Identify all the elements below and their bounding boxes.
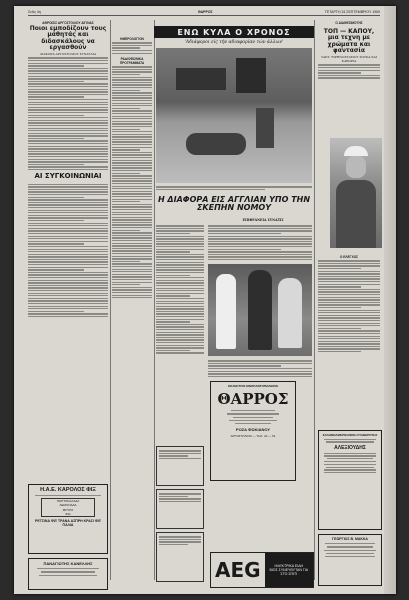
right-headline: ΤΟΠ — ΚΑΠΟΥ, μια τεχνη με χρώματα και φαντασία (323, 28, 375, 54)
tharros-name: ΡΟΖΑ ΦΩΚΙΑΝΟΥ (235, 427, 271, 433)
karolos-fix-ad (28, 484, 108, 554)
newspaper-page (14, 6, 396, 594)
left-subhead: ΔΙΑΦΟΡΑ ΑΡΓΟΣΤΟΛΙΟΥ ΣΥΝΑΥΛΙΑ (39, 52, 97, 57)
tharros-ad (210, 381, 296, 481)
product-item: ΛΕΜΟΝΑΔΑ (59, 503, 77, 508)
center-small-ads (156, 446, 204, 582)
aeg-ad (210, 552, 314, 588)
communications-title: ΑΙ ΣΥΓΚΟΙΝΩΝΙΑΙ (34, 172, 102, 181)
georgios-name: ΓΕΩΡΓΙΟΣ Β. ΜΑΚΚΑ (332, 537, 368, 541)
right-subhead: ΤΑΚΤ. ΕΙΡΗΝΟΣΤΑΣΙΟΥ ΣΟΥΚΑ ΚΑΙ ΦΑΒΟΡΙΑ (321, 55, 377, 64)
aeg-panel (265, 553, 313, 587)
calendar-title: ΗΜΕΡΟΛΟΓΙΟΝ (120, 37, 144, 41)
left-body-text (28, 57, 108, 170)
aeg-slogan: ΒΙΟΣ ΣΥΝΕΥΘΥΤΑΝ ΓΙΑ ΣΤΟ ΣΠΙΤΙ (269, 568, 309, 576)
center-banner: ΕΝΩ ΚΥΛΑ Ο ΧΡΟΝΟΣ (154, 26, 314, 38)
programs-column (112, 36, 152, 300)
right-kicker: Ο ΔΙΑΘΕΣΙΜΟΤΗΣ (335, 21, 363, 25)
center-left-text (156, 224, 204, 355)
tharros-big: ΘΑΡΡΟΣ (217, 390, 289, 408)
column-rule (110, 20, 111, 580)
karolos-title: Η.Α.Ε. ΚΑΡΟΛΟΣ ΦΙΞ (40, 487, 96, 493)
left-kicker: ΑΘΡΟΙΣΙΣ ΑΡΓΟΣΤΟΛΙΟΥ ΑΙΓΙΝΑΣ (42, 21, 94, 25)
product-item: ΠΟΡΤΟΚΑΛΑΔΑ (56, 499, 80, 504)
banner-subtitle: 'Αδιάφοροι είς τήν αδιαφορίαν τών άλλων' (184, 40, 284, 45)
street-photo (156, 48, 312, 183)
karolos-footer: ΡΕΤΣΙΝΑ ΦΙΞ ΤΡΑΝΑ ΑΣΠΡΗ ΚΡΑΣΙ ΦΙΞ ΠΑΛΙΑ (35, 519, 101, 528)
center-byline: ΕΠΙΦΡΑΝΕΙΑ ΣΥΝΑΞΙΣ (242, 218, 284, 222)
aeg-side: ΗΛΕΚΤΡΙΚΑ ΕΙΔΗ (274, 564, 304, 568)
right-ad-name: ΑΛΕΞΙΟΥΔΗΣ (334, 444, 366, 451)
center-right-text (208, 224, 312, 262)
aeg-logo: AEG (215, 558, 261, 582)
tharros-kicker: ΕΚΛΕΚΤΟΝ ΟΙΝΟΠΑΝΤΟΠΩΛΕΙΟΝ (228, 384, 278, 388)
product-item: ΜΠΥΡΑ (62, 507, 74, 512)
karolos-products (41, 498, 95, 517)
photo-caption (156, 185, 312, 191)
communications-body (28, 184, 108, 318)
left-headline: Ποιοι εμποδίζουν τους μαθητάς και διδασκάλους να εργασθούν (29, 25, 107, 51)
right-ad (318, 430, 382, 530)
right-section: Ο ΕΛΕΓΧΟΣ (339, 255, 359, 259)
right-column (318, 20, 380, 80)
right-body-text (318, 254, 380, 354)
doctor-ad (28, 558, 108, 590)
center-lower-text (208, 359, 312, 378)
right-ad-title: ΕΛΛΗΝΟΑΜΕΡΙΚΑΝΙΚΗ ΣΤΑΘΕΡΟΤΗΣ (322, 433, 378, 437)
portrait-photo (330, 138, 382, 248)
tharros-address: ΑΡΓΟΣΤΟΛΙΟΝ — ΤΗΛ. 22 — 51 (230, 434, 276, 439)
page-header (28, 9, 380, 16)
page-number: Σελίς 4η (28, 10, 41, 14)
georgios-ad (318, 534, 382, 586)
crowd-photo (208, 264, 312, 356)
doctor-name: ΠΑΝΑΓΙΩΤΗΣ ΚΑΝΕΛΛΗΣ (43, 561, 93, 566)
page-fold (384, 6, 396, 594)
column-rule (154, 20, 155, 580)
center-headline: Η ΔΙΑΦΟΡΑ ΕΙΣ ΑΓΓΛΙΑΝ ΥΠΟ ΤΗΝ ΣΚΕΠΗΝ ΝΟΜΟΥ (157, 195, 311, 213)
date-line: ΤΕΤΑΡΤΗ 24 ΣΕΠΤΕΜΒΡΙΟΥ 1969 (324, 10, 380, 14)
programs-title: ΡΑΔΙΟΦΩΝΙΚΑ ΠΡΟΓΡΑΜΜΑΤΑ (119, 56, 145, 65)
paper-name: ΘΑΡΡΟΣ (198, 10, 213, 14)
product-item: ΦΙΞ (65, 511, 71, 516)
left-column (28, 20, 108, 319)
column-rule (314, 20, 315, 580)
